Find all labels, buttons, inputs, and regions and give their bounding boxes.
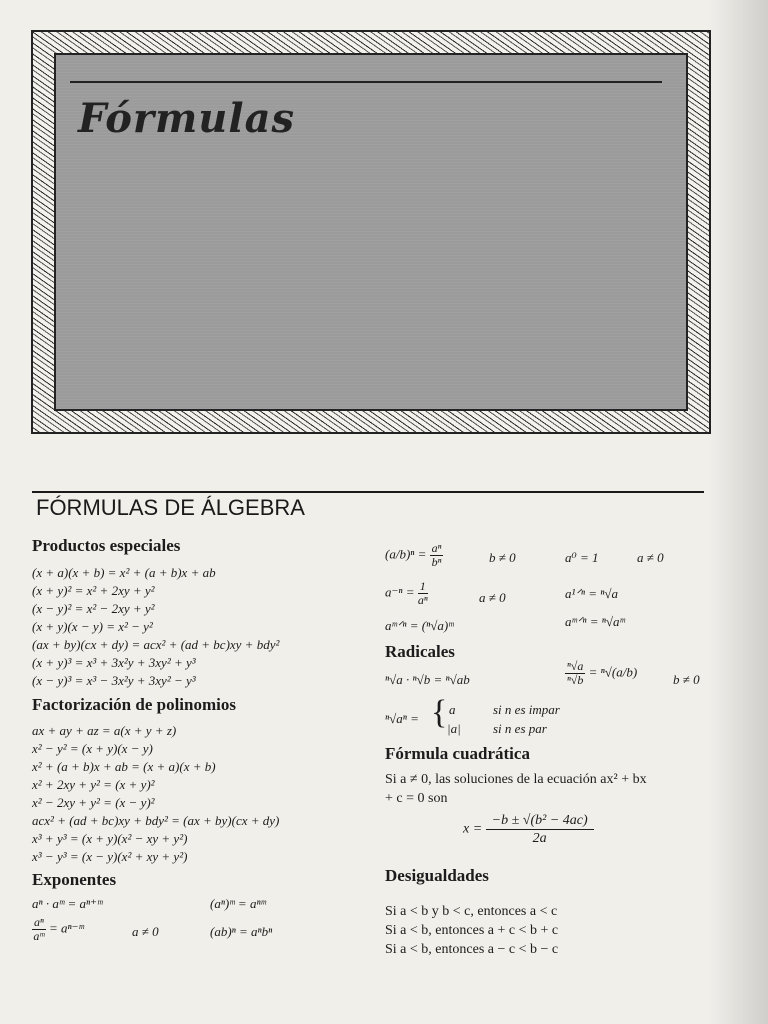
frame-panel: [54, 53, 688, 411]
fraction: $\frac{\text{ⁿ√a}}{\text{ⁿ√b}}$: [567, 659, 584, 687]
radical-product-rule: ⁿ√a · ⁿ√b = ⁿ√ab: [385, 672, 470, 687]
formula-line: (x + y)(x − y) = x² − y²: [32, 619, 153, 634]
case-value: |a|: [447, 721, 461, 736]
formula-line: (x − y)² = x² − 2xy + y²: [32, 601, 155, 616]
formula-line: x² − 2xy + y² = (x − y)²: [32, 795, 155, 810]
exp-product-rule: aⁿ · aᵐ = aⁿ⁺ᵐ: [32, 896, 103, 911]
exp-zero-rule: a⁰ = 1: [565, 550, 599, 565]
factorizacion-heading: Factorización de polinomios: [32, 695, 236, 714]
section-rule: [32, 491, 704, 493]
frame-rule: [70, 81, 662, 83]
exp-condition: a ≠ 0: [132, 924, 159, 939]
exp-fraction-power: (a/b)ⁿ = $\frac{\text{aⁿ}}{\text{bⁿ}}$: [385, 541, 442, 569]
radical-condition: b ≠ 0: [673, 672, 700, 687]
cuadratica-text: Si a ≠ 0, las soluciones de la ecuación ax² + bx + c = 0 son: [385, 772, 647, 806]
exp-condition: a ≠ 0: [637, 550, 664, 565]
case-condition: si n es par: [493, 721, 547, 736]
formula-line: (x + y)² = x² + 2xy + y²: [32, 583, 155, 598]
formula-line: x² − y² = (x + y)(x − y): [32, 741, 153, 756]
inequality-line: Si a < b, entonces a + c < b + c: [385, 923, 559, 938]
productos-list: [32, 564, 279, 690]
exp-condition: b ≠ 0: [489, 550, 516, 565]
fraction: $\frac{\text{aⁿ}}{\text{aᵐ}}$: [33, 915, 45, 943]
exp-rational-rule-2: aᵐᐟⁿ = ⁿ√aᵐ: [565, 614, 625, 629]
formula-line: (ax + by)(cx + dy) = acx² + (ad + bc)xy + bdy²: [32, 637, 280, 652]
exp-power-rule: (aⁿ)ᵐ = aⁿᵐ: [210, 896, 266, 911]
decorative-frame: [31, 30, 711, 434]
exponentes-heading: Exponentes: [32, 870, 117, 889]
fraction: $\frac{\text{−b ± √(b² − 4ac)}}{2a}$: [486, 812, 594, 847]
radicales-heading: Radicales: [385, 642, 455, 661]
case-value: a: [449, 702, 456, 717]
quadratic-formula: x = $\frac{\text{−b ± √(b² − 4ac)}}{2a}$: [463, 812, 594, 847]
formula-line: (x + y)³ = x³ + 3x²y + 3xy² + y³: [32, 655, 196, 670]
desigualdades-list: [385, 902, 558, 959]
formula-line: x³ + y³ = (x + y)(x² − xy + y²): [32, 831, 188, 846]
factorizacion-list: [32, 722, 279, 866]
exp-quotient-rule: $\frac{\text{aⁿ}}{\text{aᵐ}}$ = aⁿ⁻ᵐ: [33, 915, 84, 943]
radical-power-lhs: ⁿ√aⁿ =: [385, 711, 419, 726]
formula-line: ax + ay + az = a(x + y + z): [32, 723, 177, 738]
radical-quotient-rule: $\frac{\text{ⁿ√a}}{\text{ⁿ√b}}$ = ⁿ√(a/b): [567, 659, 638, 687]
formula-line: x³ − y³ = (x − y)(x² + xy + y²): [32, 849, 188, 864]
exp-rational-rule: aᵐᐟⁿ = (ⁿ√a)ᵐ: [385, 618, 454, 633]
chapter-title: Fórmulas: [78, 95, 296, 142]
inequality-line: Si a < b y b < c, entonces a < c: [385, 904, 558, 919]
formula-line: (x − y)³ = x³ − 3x²y + 3xy² − y³: [32, 673, 196, 688]
exp-condition: a ≠ 0: [479, 590, 506, 605]
brace-icon: {: [431, 694, 448, 731]
case-condition: si n es impar: [493, 702, 560, 717]
page-edge-shadow: [708, 0, 768, 1024]
cuadratica-heading: Fórmula cuadrática: [385, 744, 530, 763]
productos-heading: Productos especiales: [32, 536, 181, 555]
formula-line: x² + (a + b)x + ab = (x + a)(x + b): [32, 759, 216, 774]
section-title: FÓRMULAS DE ÁLGEBRA: [36, 495, 305, 520]
exp-product-power: (ab)ⁿ = aⁿbⁿ: [210, 924, 273, 939]
desigualdades-heading: Desigualdades: [385, 866, 489, 885]
formula-line: acx² + (ad + bc)xy + bdy² = (ax + by)(cx + dy): [32, 813, 280, 828]
exp-root-rule: a¹ᐟⁿ = ⁿ√a: [565, 586, 618, 601]
formula-line: (x + a)(x + b) = x² + (a + b)x + ab: [32, 565, 216, 580]
inequality-line: Si a < b, entonces a − c < b − c: [385, 942, 559, 957]
exp-negative-rule: a⁻ⁿ = $\frac{1}{\text{aⁿ}}$: [385, 579, 428, 607]
fraction: $\frac{1}{\text{aⁿ}}$: [417, 579, 428, 607]
fraction: $\frac{\text{aⁿ}}{\text{bⁿ}}$: [431, 541, 442, 569]
formula-line: x² + 2xy + y² = (x + y)²: [32, 777, 155, 792]
